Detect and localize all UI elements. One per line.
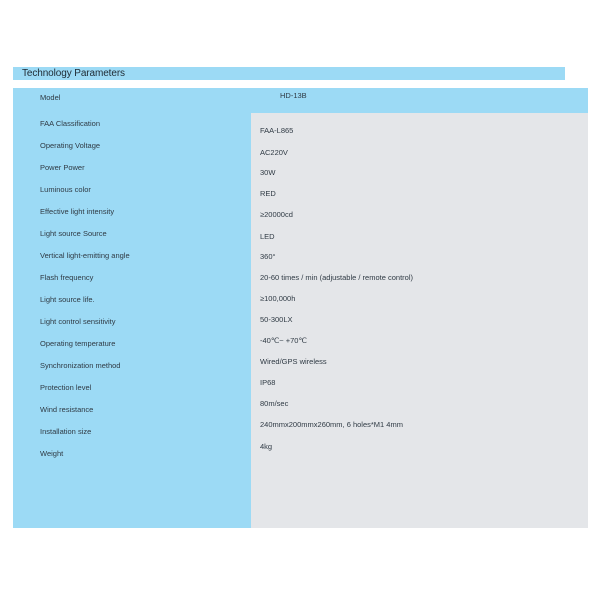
param-value: AC220V [260,148,288,157]
param-value: 4kg [260,442,273,451]
param-label: Light control sensitivity [40,317,116,326]
param-value: -40℃~ +70℃ [260,336,307,345]
param-label: Operating temperature [40,339,116,348]
section-title: Technology Parameters [13,67,565,80]
param-label: Installation size [40,427,92,436]
param-label: FAA Classification [40,119,101,128]
param-value: 80m/sec [260,399,289,408]
param-value: ≥100,000h [260,294,296,303]
param-value: LED [260,232,275,241]
param-label: Operating Voltage [40,141,101,150]
param-value: 20-60 times / min (adjustable / remote control) [260,273,413,282]
param-value: ≥20000cd [260,210,293,219]
values-panel [251,113,588,528]
param-label: Effective light intensity [40,207,115,216]
param-value: FAA-L865 [260,126,294,135]
param-label: Power Power [40,163,85,172]
param-label: Flash frequency [40,273,94,282]
param-value: IP68 [260,378,276,387]
param-label: Vertical light-emitting angle [40,251,130,260]
param-value: 50-300LX [260,315,293,324]
param-value: 360° [260,252,276,261]
param-label: Synchronization method [40,361,121,370]
param-label-model: Model [40,93,61,102]
param-label: Light source life. [40,295,95,304]
param-label: Luminous color [40,185,91,194]
param-value: 240mmx200mmx260mm, 6 holes*M1 4mm [260,420,403,429]
param-label: Wind resistance [40,405,94,414]
param-label: Protection level [40,383,92,392]
param-value-model: HD-13B [280,91,307,100]
param-value: 30W [260,168,276,177]
param-value: Wired/GPS wireless [260,357,327,366]
param-label: Light source Source [40,229,107,238]
param-value: RED [260,189,276,198]
param-label: Weight [40,449,64,458]
